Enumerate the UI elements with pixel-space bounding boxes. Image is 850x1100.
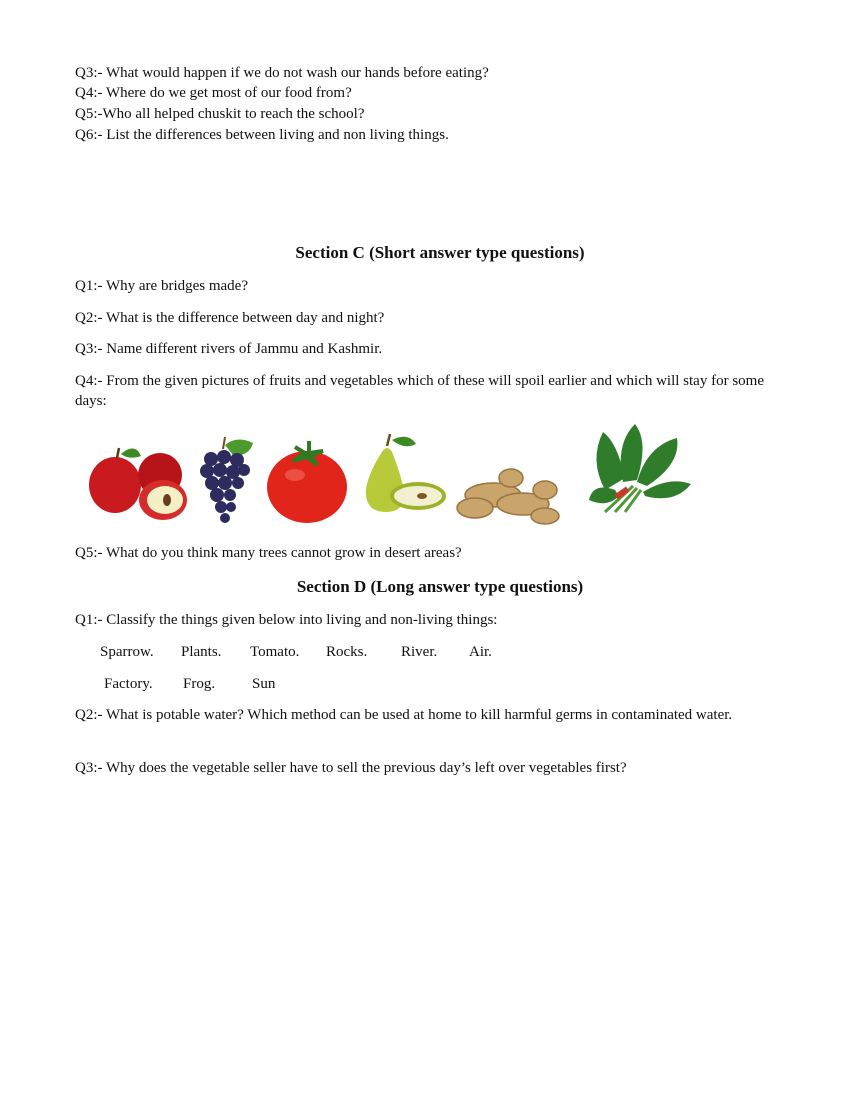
section-c-question-2: Q2:- What is the difference between day and night? xyxy=(75,310,385,326)
spinach-icon xyxy=(585,420,695,515)
section-c-heading: Section C (Short answer type questions) xyxy=(295,243,585,262)
ginger-icon xyxy=(453,460,568,530)
fruits-vegetables-pictures xyxy=(85,425,700,530)
section-d-heading: Section D (Long answer type questions) xyxy=(296,577,584,596)
section-c-question-3: Q3:- Name different rivers of Jammu and Kashmir. xyxy=(75,341,383,357)
apple-icon xyxy=(85,440,190,525)
thing-item: Factory. xyxy=(104,676,153,692)
thing-item: Tomato. xyxy=(250,644,300,660)
grapes-icon xyxy=(197,435,259,527)
thing-item: River. xyxy=(401,644,438,660)
section-b-question-3: Q3:- What would happen if we do not wash our hands before eating? xyxy=(75,65,489,81)
section-b-question-6: Q6:- List the differences between living and non living things. xyxy=(75,127,449,143)
thing-item: Plants. xyxy=(181,644,222,660)
section-b-question-4: Q4:- Where do we get most of our food from? xyxy=(75,85,352,101)
thing-item: Air. xyxy=(469,644,492,660)
section-b-question-5: Q5:-Who all helped chuskit to reach the school? xyxy=(75,106,365,122)
tomato-icon xyxy=(265,435,349,525)
section-c-question-1: Q1:- Why are bridges made? xyxy=(75,278,248,294)
thing-item: Rocks. xyxy=(326,644,368,660)
section-d-question-1: Q1:- Classify the things given below into living and non-living things: xyxy=(75,612,498,628)
section-c-question-5: Q5:- What do you think many trees cannot grow in desert areas? xyxy=(75,545,462,561)
section-d-question-2: Q2:- What is potable water? Which method can be used at home to kill harmful germs in contaminated water. xyxy=(75,707,733,723)
pear-icon xyxy=(360,430,450,520)
section-c-question-4: Q4:- From the given pictures of fruits and vegetables which of these will spoil earlier and which will stay for some days: xyxy=(75,373,764,409)
section-d-question-3: Q3:- Why does the vegetable seller have to sell the previous day’s left over vegetables first? xyxy=(75,760,627,776)
thing-item: Sparrow. xyxy=(100,644,154,660)
thing-item: Sun xyxy=(252,676,276,692)
thing-item: Frog. xyxy=(183,676,216,692)
